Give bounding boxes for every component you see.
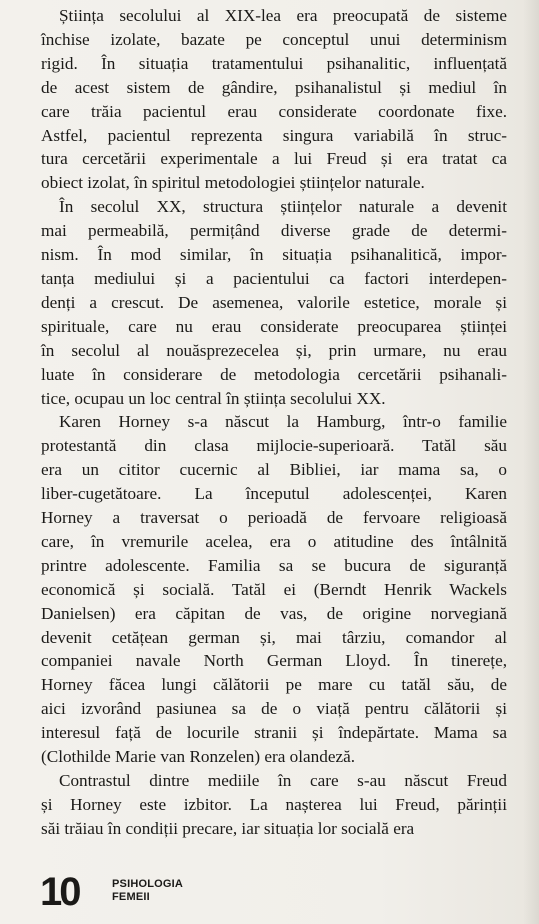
- text-line: nism. În mod similar, în situația psihanalitică, impor-: [41, 245, 507, 265]
- page-number: 10: [40, 870, 79, 914]
- text-line: Astfel, pacientul reprezenta singura variabilă în struc-: [41, 125, 507, 145]
- text-line: Știința secolului al XIX-lea era preocupată de sisteme: [59, 6, 507, 25]
- text-line: (Clothilde Marie van Ronzelen) era olandeză.: [41, 747, 356, 767]
- text-line: spirituale, care nu erau considerate preocuparea științei: [41, 316, 507, 336]
- facing-page-edge: [523, 0, 539, 924]
- text-line: devenit cetățean german și, mai târziu, comandor al: [41, 627, 507, 647]
- text-line: săi trăiau în condiții precare, iar situația lor socială era: [41, 818, 415, 838]
- text-line: În secolul XX, structura științelor naturale a devenit: [59, 197, 507, 217]
- text-line: rigid. În situația tratamentului psihanalitic, influențată: [41, 53, 507, 73]
- body-text: [41, 4, 507, 841]
- text-line: și Horney este izbitor. La nașterea lui Freud, părinții: [41, 794, 507, 814]
- running-head: [112, 878, 183, 904]
- paragraph: [41, 4, 507, 195]
- text-line: era un cititor cucernic al Bibliei, iar mama sa, o: [41, 460, 507, 480]
- text-line: tice, ocupau un loc central în știința secolului XX.: [41, 388, 386, 408]
- text-line: care, în vremurile acelea, era o atitudine des întâlnită: [41, 531, 507, 551]
- paragraph: [41, 769, 507, 841]
- text-line: obiect izolat, în spiritul metodologiei științelor naturale.: [41, 173, 425, 193]
- text-line: Horney făcea lungi călătorii pe mare cu tatăl său, de: [41, 675, 507, 695]
- text-line: Danielsen) era căpitan de vas, de origine norvegiană: [41, 603, 507, 623]
- paragraph: [41, 195, 507, 410]
- text-line: tanța mediului și a pacientului ca factori interdepen-: [41, 268, 507, 288]
- text-line: companiei navale North German Lloyd. În tinerețe,: [41, 651, 507, 671]
- running-head-line-2: FEMEII: [112, 891, 150, 903]
- text-line: denți a crescut. De asemenea, valorile estetice, morale și: [41, 292, 507, 312]
- text-line: protestantă din clasa mijlocie-superioară. Tatăl său: [41, 436, 507, 456]
- text-line: mai permeabilă, permițând diverse grade de determi-: [41, 221, 507, 241]
- text-line: tura cercetării experimentale a lui Freud și era tratat ca: [41, 149, 507, 169]
- text-line: Contrastul dintre mediile în care s-au născut Freud: [59, 771, 507, 790]
- text-line: de acest sistem de gândire, psihanalistul și mediul în: [41, 77, 507, 97]
- text-line: Horney a traversat o perioadă de fervoare religioasă: [41, 508, 507, 528]
- running-head-line-1: PSIHOLOGIA: [112, 878, 184, 890]
- text-line: aici izvorând pasiunea sa de o viață pentru călătorii și: [41, 699, 507, 719]
- text-line: în secolul al nouăsprezecelea și, prin urmare, nu erau: [41, 340, 507, 360]
- text-line: liber-cugetătoare. La începutul adolescenței, Karen: [41, 484, 507, 504]
- text-line: printre adolescente. Familia sa se bucura de siguranță: [41, 555, 507, 575]
- text-line: luate în considerare de metodologia cercetării psihanali-: [41, 364, 507, 384]
- text-line: interesul față de locurile stranii și îndepărtate. Mama sa: [41, 723, 507, 743]
- text-line: care trăia pacientul erau considerate coordonate fixe.: [41, 101, 507, 121]
- text-line: Karen Horney s-a născut la Hamburg, într-o familie: [59, 412, 507, 432]
- text-line: economică și socială. Tatăl ei (Berndt Henrik Wackels: [41, 579, 507, 599]
- text-line: închise izolate, bazate pe conceptul unui determinism: [41, 29, 507, 49]
- paragraph: [41, 410, 507, 769]
